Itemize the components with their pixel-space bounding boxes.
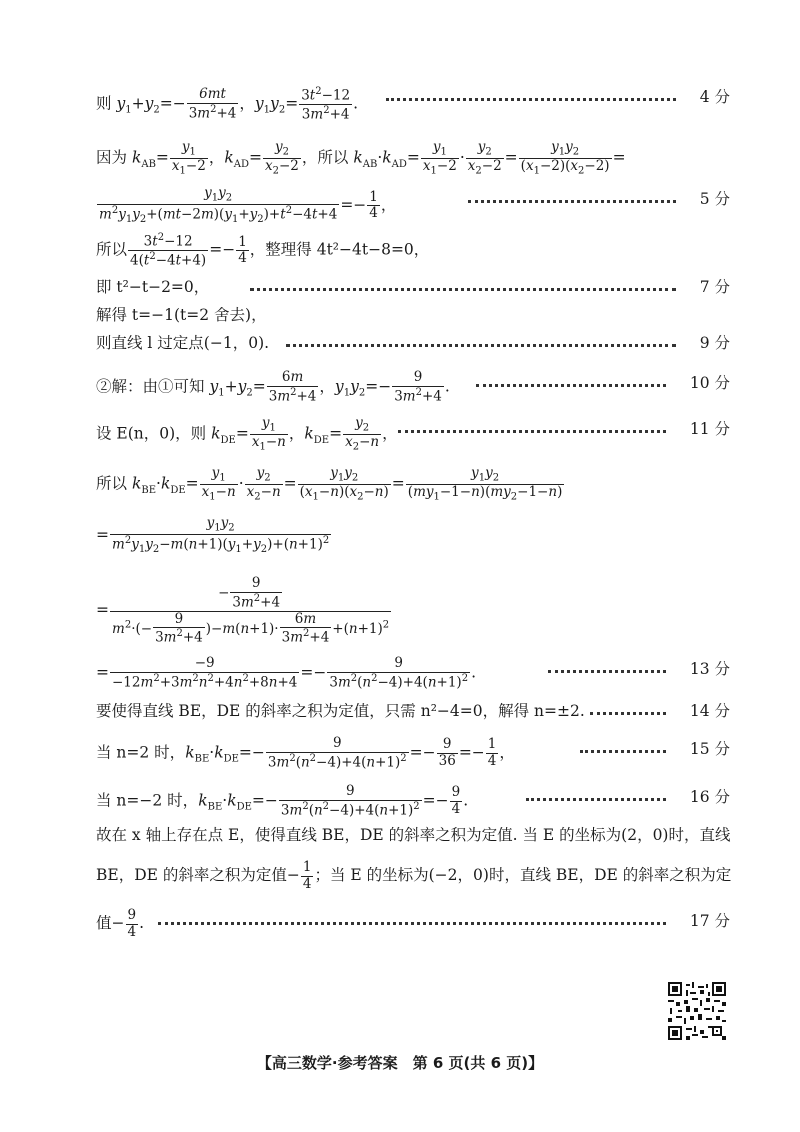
line-step-2: = − $\frac{9}{3m^2+4}$ $m^2\cdot(-$ $\frac{9}{3m^2+4}$ )−m(n+1)· $\frac{6m}{3m^2+4}$ $+(n+1)^2$	[96, 575, 390, 646]
line-expanded-fraction: $\frac{y_1y_2}{m^2y_1y_2+(mt-2m)(y_1+y_2)+t^2-4t+4}$ =− $\frac{1}{4}$ ，	[99, 185, 397, 226]
line-condition	[96, 700, 708, 722]
score: 11 分	[689, 420, 730, 438]
score: 13 分	[689, 660, 730, 678]
score: 14 分	[689, 702, 730, 720]
text: 所以	[96, 474, 132, 493]
score: 7 分	[699, 278, 730, 296]
leader-dots	[398, 430, 666, 433]
score: 17 分	[689, 912, 730, 930]
text: 解得 t=−1(t=2 舍去)，	[96, 306, 267, 324]
line-conclusion-3: 值− $\frac{9}{4}$ .	[96, 907, 145, 940]
score: 5 分	[699, 190, 730, 208]
line-equation: 所以 $\frac{3t^2-12}{4(t^2-4t+4)}$ =− $\frac{1}{4}$ ，整理得 4t²−4t−8=0，	[96, 232, 430, 269]
line-fixed-point	[96, 332, 708, 354]
page-footer: 【高三数学·参考答案 第 6 页(共 6 页)】	[256, 1054, 544, 1072]
score: 10 分	[689, 374, 730, 392]
text: ，所以	[301, 148, 354, 167]
line-step-3: = $\frac{-9}{-12m^2+3m^2n^2+4n^2+8n+4}$ =− $\frac{9}{3m^2(n^2-4)+4(n+1)^2}$ .	[96, 655, 477, 691]
text: 则直线 l 过定点(−1，0).	[96, 334, 270, 352]
text: 则	[96, 94, 117, 113]
leader-dots	[468, 200, 676, 203]
qr-code	[668, 982, 726, 1040]
leader-dots	[580, 750, 666, 753]
score: 15 分	[689, 740, 730, 758]
leader-dots	[250, 288, 676, 291]
leader-dots	[590, 712, 666, 715]
text: 即 t²−t−2=0，	[96, 278, 210, 296]
line-part2: ②解：由①可知 $y_1+y_2=$ $\frac{6m}{3m^2+4}$ ，$y_1y_2=-$ $\frac{9}{3m^2+4}$ .	[96, 369, 450, 405]
line-quadratic	[96, 276, 708, 298]
text: ；当 E 的坐标为(−2，0)时，直线 BE，DE 的斜率之积为定	[314, 866, 732, 885]
text: 设 E(n，0)，则	[96, 424, 212, 443]
line-slope-product: 因为 $k_{AB}=$ $\frac{y_1}{x_1-2}$ ，$k_{AD}=$ $\frac{y_2}{x_2-2}$ ，所以 $k_{AB}\cdot k_{AD}=$ $\frac{y_1}{x_1-2}$ · $\frac{y_2}{x_2-2}$ = $\frac{y_1y_2}{(x_1-2)(x_2-2)}$ =	[96, 139, 626, 177]
leader-dots	[548, 670, 666, 673]
text: 因为	[96, 148, 132, 167]
text: ②解：由①可知	[96, 377, 210, 396]
text: 故在 x 轴上存在点 E，使得直线 BE，DE 的斜率之积为定值. 当 E 的坐标为(2，0)时，直线	[96, 826, 731, 844]
leader-dots	[386, 98, 676, 101]
line-set-e: 设 E(n，0)，则 $k_{DE}=$ $\frac{y_1}{x_1-n}$ ，$k_{DE}=$ $\frac{y_2}{x_2-n}$ ，	[96, 415, 398, 453]
line-solve	[96, 304, 708, 326]
score: 9 分	[699, 334, 730, 352]
leader-dots	[158, 922, 666, 925]
leader-dots	[526, 798, 666, 801]
text: 当 n=2 时，	[96, 743, 186, 762]
text: BE，DE 的斜率之积为定值−	[96, 866, 300, 885]
score: 16 分	[689, 788, 730, 806]
line-n-equals-neg2: 当 n=−2 时，$k_{BE}\cdot k_{DE}=-$ $\frac{9}{3m^2(n^2-4)+4(n+1)^2}$ =− $\frac{9}{4}$ .	[96, 783, 469, 819]
score: 4 分	[699, 88, 730, 106]
leader-dots	[286, 344, 676, 347]
leader-dots	[476, 384, 666, 387]
text: 值−	[96, 914, 125, 933]
text: 所以	[96, 240, 128, 259]
text: 要使得直线 BE，DE 的斜率之积为定值，只需 n²−4=0，解得 n=±2.	[96, 702, 585, 720]
line-conclusion-1	[96, 824, 736, 846]
line-n-equals-2: 当 n=2 时，$k_{BE}\cdot k_{DE}=-$ $\frac{9}{3m^2(n^2-4)+4(n+1)^2}$ =− $\frac{9}{36}$ =− $\frac{1}{4}$ ，	[96, 735, 515, 771]
line-sum-product: 则 $y_1+y_2=-$ $\frac{6mt}{3m^2+4}$ ，$y_1y_2=$ $\frac{3t^2-12}{3m^2+4}$ .	[96, 86, 359, 123]
line-kbe-kde: 所以 $k_{BE}\cdot k_{DE}=$ $\frac{y_1}{x_1-n}$ · $\frac{y_2}{x_2-n}$ = $\frac{y_1y_2}{(x_1-n)(x_2-n)}$ = $\frac{y_1y_2}{(my_1-1-n)(my_2-1-n)}$	[96, 465, 563, 503]
line-step-1: = $\frac{y_1y_2}{m^2y_1y_2-m(n+1)(y_1+y_2)+(n+1)^2}$	[96, 515, 330, 556]
text: ，整理得 4t²−4t−8=0，	[249, 240, 430, 259]
line-conclusion-2: BE，DE 的斜率之积为定值− $\frac{1}{4}$ ；当 E 的坐标为(−2，0)时，直线 BE，DE 的斜率之积为定	[96, 859, 732, 892]
text: 当 n=−2 时，	[96, 791, 199, 810]
